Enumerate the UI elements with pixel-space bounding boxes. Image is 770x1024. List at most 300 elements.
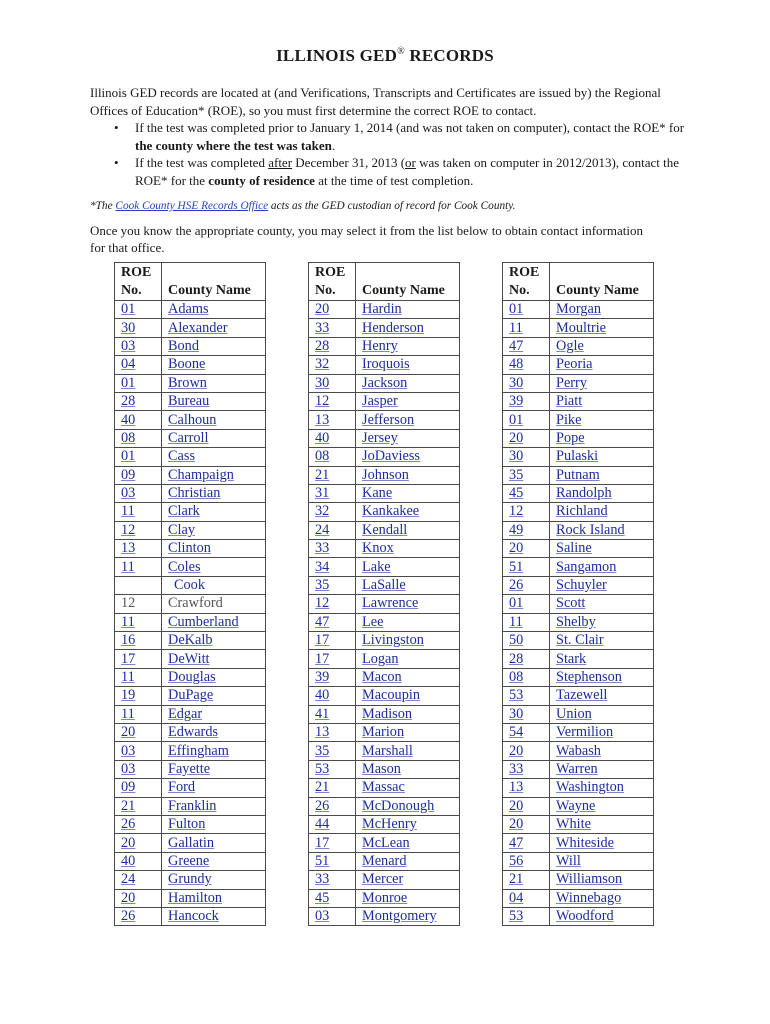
county-name-link[interactable]: Calhoun [168, 411, 217, 428]
table-row [503, 705, 654, 723]
county-name-cell [356, 521, 460, 539]
roe-number-link[interactable]: 30 [509, 448, 524, 465]
roe-number-link[interactable]: 12 [315, 393, 330, 410]
roe-number-link[interactable]: 20 [509, 816, 524, 833]
county-name-link[interactable]: Iroquois [362, 356, 410, 373]
roe-number-cell [115, 779, 162, 797]
county-name-link[interactable]: Clinton [168, 540, 211, 557]
county-name-link[interactable]: Douglas [168, 669, 216, 685]
county-name-header: County Name [356, 263, 460, 301]
roe-number-link[interactable]: 20 [121, 889, 136, 906]
roe-number-link[interactable]: 03 [121, 485, 136, 502]
county-name-link[interactable]: Henry [362, 337, 398, 354]
roe-number-link[interactable]: 09 [121, 466, 136, 483]
county-name-link[interactable]: Jasper [362, 393, 398, 410]
roe-number-link[interactable]: 08 [509, 669, 524, 685]
roe-number-cell [115, 429, 162, 447]
table-row [115, 595, 266, 613]
county-name-link[interactable]: Marion [362, 724, 405, 741]
roe-number-link[interactable]: 32 [315, 503, 330, 520]
roe-number-cell [309, 668, 356, 686]
roe-number-cell [115, 301, 162, 319]
roe-number-link[interactable]: 51 [315, 852, 330, 869]
roe-number-link[interactable]: 13 [315, 724, 330, 741]
county-name-cell [550, 705, 654, 723]
roe-number-link[interactable]: 35 [315, 742, 330, 759]
roe-number-link[interactable]: 53 [315, 760, 330, 777]
roe-number-link[interactable]: 20 [509, 540, 524, 557]
roe-number-link[interactable]: 28 [121, 393, 136, 410]
county-name-link[interactable]: Tazewell [556, 687, 608, 704]
roe-number-link[interactable]: 01 [509, 301, 524, 318]
table-row [309, 301, 460, 319]
table-row [503, 484, 654, 502]
roe-number-link[interactable]: 11 [509, 319, 523, 336]
county-name-cell [550, 356, 654, 374]
roe-number-cell [309, 540, 356, 558]
county-name-cell [550, 576, 654, 594]
roe-number-cell [503, 760, 550, 778]
county-name-link[interactable]: Wabash [556, 742, 601, 759]
county-name-link[interactable]: Marshall [362, 742, 413, 759]
county-name-link[interactable]: Piatt [556, 393, 583, 410]
table-row [115, 834, 266, 852]
roe-number-link[interactable]: 26 [121, 908, 136, 925]
roe-number-cell [503, 521, 550, 539]
roe-number-link[interactable]: 01 [121, 448, 136, 465]
county-name-link[interactable]: Greene [168, 852, 210, 869]
roe-number-link[interactable]: 01 [121, 301, 136, 318]
county-name-cell [550, 779, 654, 797]
roe-number-cell [503, 374, 550, 392]
county-name-link[interactable]: Massac [362, 779, 405, 796]
roe-number-link[interactable]: 33 [315, 871, 330, 888]
county-name-link[interactable]: Stephenson [556, 669, 622, 685]
roe-number-link[interactable]: 17 [315, 650, 330, 667]
county-name-link[interactable]: Washington [556, 779, 624, 796]
roe-number-link[interactable]: 16 [121, 632, 136, 649]
county-name-link[interactable]: Winnebago [556, 889, 622, 906]
roe-number-link[interactable]: 30 [315, 374, 330, 391]
county-name-cell [550, 687, 654, 705]
county-name-cell [356, 815, 460, 833]
county-name-link[interactable]: Macoupin [362, 687, 420, 704]
table-row [115, 650, 266, 668]
county-name-link[interactable]: Gallatin [168, 834, 215, 851]
county-name-cell [550, 889, 654, 907]
roe-number-link[interactable]: 35 [315, 577, 330, 594]
roe-number-cell [309, 797, 356, 815]
county-name-link[interactable]: Kendall [362, 521, 408, 538]
county-name-link[interactable]: Knox [362, 540, 394, 557]
roe-number-link[interactable]: 11 [121, 613, 135, 630]
county-name-link[interactable]: Lee [362, 613, 384, 630]
table-row [309, 319, 460, 337]
roe-number-cell [115, 705, 162, 723]
roe-number-link[interactable]: 33 [509, 760, 524, 777]
roe-number-link[interactable]: 11 [121, 503, 135, 520]
county-name-cell [550, 668, 654, 686]
county-name-cell [162, 521, 266, 539]
county-name-link[interactable]: McHenry [362, 816, 417, 833]
roe-number-link[interactable]: 21 [509, 871, 524, 888]
county-name-link[interactable]: Champaign [168, 466, 234, 483]
county-name-link[interactable]: Morgan [556, 301, 602, 318]
roe-number-link[interactable]: 20 [121, 834, 136, 851]
county-name-link[interactable]: Lawrence [362, 595, 419, 612]
roe-number-link[interactable]: 32 [315, 356, 330, 373]
county-name-link[interactable]: Putnam [556, 466, 600, 483]
table-row [503, 723, 654, 741]
county-name-link[interactable]: Jersey [362, 429, 398, 446]
county-name-cell [162, 668, 266, 686]
roe-number-link[interactable]: 13 [315, 411, 330, 428]
roe-number-link[interactable]: 08 [121, 429, 136, 446]
county-name-cell [550, 595, 654, 613]
county-name-link[interactable]: Montgomery [362, 908, 437, 925]
county-name-link[interactable]: Johnson [362, 466, 409, 483]
county-name-link[interactable]: Mercer [362, 871, 404, 888]
roe-number-link[interactable]: 24 [315, 521, 330, 538]
roe-number-link[interactable]: 33 [315, 319, 330, 336]
county-name-link[interactable]: Logan [362, 650, 399, 667]
county-name-cell [162, 448, 266, 466]
county-name-link[interactable]: Edgar [168, 705, 203, 722]
roe-number-cell [503, 301, 550, 319]
roe-number-link[interactable]: 03 [121, 337, 136, 354]
roe-number-link[interactable]: 50 [509, 632, 524, 649]
roe-number-cell [503, 411, 550, 429]
roe-number-link[interactable]: 04 [121, 356, 136, 373]
county-name-cell [162, 889, 266, 907]
roe-number-link[interactable]: 53 [509, 687, 524, 704]
county-name-link[interactable]: DeWitt [168, 650, 210, 667]
table-header-row [309, 263, 460, 301]
county-name-link[interactable]: Schuyler [556, 577, 607, 594]
roe-number-cell [309, 319, 356, 337]
county-name-cell [550, 374, 654, 392]
roe-number-link[interactable]: 21 [121, 797, 136, 814]
county-table-2 [308, 262, 460, 926]
roe-number-cell [115, 723, 162, 741]
county-name-link[interactable]: Woodford [556, 908, 614, 925]
roe-number-link[interactable]: 04 [509, 889, 524, 906]
county-name-link[interactable]: Kane [362, 485, 393, 502]
county-name-link[interactable]: Peoria [556, 356, 593, 373]
roe-number-link[interactable]: 20 [509, 429, 524, 446]
county-name-link[interactable]: Bond [168, 337, 199, 354]
roe-number-link[interactable]: 40 [315, 687, 330, 704]
roe-number-cell [115, 632, 162, 650]
county-name-link[interactable]: Livingston [362, 632, 424, 649]
instruction-list [90, 119, 690, 189]
roe-number-link[interactable]: 40 [315, 429, 330, 446]
county-name-link[interactable]: Adams [168, 301, 209, 318]
county-name-link[interactable]: Cass [168, 448, 196, 465]
table-row [309, 392, 460, 410]
county-name-cell [162, 650, 266, 668]
county-name-link[interactable]: Cumberland [168, 613, 239, 630]
county-name-link[interactable]: Hancock [168, 908, 219, 925]
county-name-cell [162, 815, 266, 833]
county-name-cell [550, 742, 654, 760]
roe-number-link[interactable]: 56 [509, 852, 524, 869]
county-name-link[interactable]: Brown [168, 374, 207, 391]
roe-number-link[interactable]: 11 [121, 705, 135, 722]
county-name-cell [162, 429, 266, 447]
table-row [115, 558, 266, 576]
roe-number-link[interactable]: 45 [315, 889, 330, 906]
roe-number-cell [115, 448, 162, 466]
roe-number-link[interactable]: 47 [509, 834, 524, 851]
county-name-cell [162, 852, 266, 870]
roe-number-link[interactable]: 35 [509, 466, 524, 483]
county-name-link[interactable]: JoDaviess [362, 448, 420, 465]
table-row [309, 705, 460, 723]
roe-number-link[interactable]: 47 [315, 613, 330, 630]
county-name-link[interactable]: Pulaski [556, 448, 599, 465]
roe-number-link[interactable]: 03 [121, 742, 136, 759]
county-name-link[interactable]: Henderson [362, 319, 424, 336]
county-name-link[interactable]: Grundy [168, 871, 212, 888]
county-name-link[interactable]: Cook [174, 577, 205, 594]
roe-number-link[interactable]: 53 [509, 908, 524, 925]
roe-number-link[interactable]: 11 [121, 669, 135, 685]
county-name-link[interactable]: Edwards [168, 724, 219, 741]
county-name-link[interactable]: White [556, 816, 591, 833]
roe-number-link[interactable]: 28 [315, 337, 330, 354]
county-name-cell [162, 705, 266, 723]
county-name-cell [356, 356, 460, 374]
roe-number-link[interactable]: 40 [121, 411, 136, 428]
table-row [309, 337, 460, 355]
county-name-link[interactable]: Rock Island [556, 521, 625, 538]
county-name-link[interactable]: Saline [556, 540, 592, 557]
county-name-link[interactable]: Coles [168, 558, 201, 575]
roe-number-link[interactable]: 20 [509, 742, 524, 759]
table-row [309, 356, 460, 374]
county-name-link[interactable]: Union [556, 705, 592, 722]
roe-number-cell [503, 687, 550, 705]
county-name-link[interactable]: Monroe [362, 889, 408, 906]
roe-number-cell [503, 448, 550, 466]
bullet-item-before-2014: • If the test was completed prior to January 1, 2014 (and was not taken on computer), contact the ROE* for the county where the test was taken. [114, 120, 685, 153]
table-header-row [503, 263, 654, 301]
county-name-link[interactable]: St. Clair [556, 632, 604, 649]
roe-number-cell [309, 760, 356, 778]
county-name-cell [162, 466, 266, 484]
county-name-cell [162, 319, 266, 337]
roe-number-link[interactable]: 26 [509, 577, 524, 594]
roe-number-cell [115, 411, 162, 429]
county-name-cell [162, 484, 266, 502]
roe-number-cell [309, 907, 356, 925]
roe-number-link[interactable]: 54 [509, 724, 524, 741]
county-name-link[interactable]: Sangamon [556, 558, 617, 575]
county-name-link[interactable]: Hamilton [168, 889, 223, 906]
county-name-link[interactable]: Jackson [362, 374, 408, 391]
county-name-link[interactable]: Williamson [556, 871, 623, 888]
roe-number-link[interactable]: 13 [509, 779, 524, 796]
roe-number-cell [309, 779, 356, 797]
roe-number-link[interactable]: 34 [315, 558, 330, 575]
roe-number-link[interactable]: 17 [315, 632, 330, 649]
county-name-link[interactable]: Christian [168, 485, 221, 502]
table-row [503, 595, 654, 613]
roe-number-link[interactable]: 26 [315, 797, 330, 814]
roe-number-link[interactable]: 20 [121, 724, 136, 741]
roe-number-link[interactable]: 11 [509, 613, 523, 630]
roe-number-link[interactable]: 30 [121, 319, 136, 336]
roe-number-cell [503, 558, 550, 576]
roe-number-link[interactable]: 09 [121, 779, 136, 796]
county-name-link[interactable]: McDonough [362, 797, 435, 814]
roe-number-cell [309, 576, 356, 594]
county-name-cell [356, 779, 460, 797]
county-name-link[interactable]: Lake [362, 558, 391, 575]
table-row [309, 797, 460, 815]
roe-number-link[interactable]: 12 [121, 521, 136, 538]
roe-number-link[interactable]: 21 [315, 466, 330, 483]
roe-number-link[interactable]: 51 [509, 558, 524, 575]
county-name-link[interactable]: Ford [168, 779, 196, 796]
roe-number-link[interactable]: 41 [315, 705, 330, 722]
table-row [115, 301, 266, 319]
county-name-link[interactable]: Bureau [168, 393, 210, 410]
roe-number-link[interactable]: 01 [121, 374, 136, 391]
roe-number-link[interactable]: 12 [315, 595, 330, 612]
county-name-cell [162, 392, 266, 410]
roe-number-cell [503, 797, 550, 815]
county-name-link[interactable]: Randolph [556, 485, 612, 502]
county-name-link[interactable]: Carroll [168, 429, 209, 446]
roe-number-link[interactable]: 45 [509, 485, 524, 502]
county-name-link[interactable]: Madison [362, 705, 413, 722]
roe-number-cell [503, 723, 550, 741]
roe-number-link[interactable]: 30 [509, 705, 524, 722]
county-name-cell [162, 834, 266, 852]
roe-number-link[interactable]: 19 [121, 687, 136, 704]
roe-number-cell [115, 687, 162, 705]
county-name-cell [356, 448, 460, 466]
roe-number-cell [309, 871, 356, 889]
roe-number-cell [503, 356, 550, 374]
county-name-link[interactable]: Warren [556, 760, 598, 777]
county-name-cell [356, 576, 460, 594]
county-name-link[interactable]: Mason [362, 760, 401, 777]
roe-number-link[interactable]: 33 [315, 540, 330, 557]
roe-number-link[interactable]: 08 [315, 448, 330, 465]
county-name-link[interactable]: Macon [362, 669, 402, 685]
county-name-link[interactable]: Vermilion [556, 724, 614, 741]
registered-mark: ® [397, 46, 405, 57]
county-name-link[interactable]: Hardin [362, 301, 402, 318]
county-name-link[interactable]: McLean [362, 834, 410, 851]
roe-number-link[interactable]: 03 [121, 760, 136, 777]
county-name-link[interactable]: Wayne [556, 797, 596, 814]
county-name-link[interactable]: Whiteside [556, 834, 614, 851]
table-row [309, 576, 460, 594]
roe-number-link[interactable]: 03 [315, 908, 330, 925]
county-name-cell [356, 834, 460, 852]
roe-number-link[interactable]: 44 [315, 816, 330, 833]
roe-number-cell [503, 889, 550, 907]
roe-number-link[interactable]: 24 [121, 871, 136, 888]
roe-number-cell [503, 319, 550, 337]
roe-number-link[interactable]: 39 [315, 669, 330, 685]
roe-number-link[interactable]: 40 [121, 852, 136, 869]
county-name-link[interactable]: Richland [556, 503, 608, 520]
roe-number-link[interactable]: 17 [121, 650, 136, 667]
county-name-link[interactable]: Shelby [556, 613, 596, 630]
county-name-cell [162, 540, 266, 558]
table-row [503, 797, 654, 815]
county-name-link[interactable]: Menard [362, 852, 407, 869]
roe-number-link[interactable]: 20 [509, 797, 524, 814]
roe-number-link[interactable]: 20 [315, 301, 330, 318]
county-name-link[interactable]: Ogle [556, 337, 584, 354]
cook-county-hse-link[interactable]: Cook County HSE Records Office [115, 200, 269, 212]
county-name-link[interactable]: Alexander [168, 319, 228, 336]
roe-number-link[interactable]: 17 [315, 834, 330, 851]
county-name-link[interactable]: Perry [556, 374, 587, 391]
table-row [503, 815, 654, 833]
roe-number-link[interactable]: 13 [121, 540, 136, 557]
roe-number-link[interactable]: 26 [121, 816, 136, 833]
roe-number-link[interactable]: 28 [509, 650, 524, 667]
roe-number-link[interactable]: 11 [121, 558, 135, 575]
roe-number-link[interactable]: 48 [509, 356, 524, 373]
county-name-link[interactable]: Stark [556, 650, 587, 667]
roe-number-link[interactable]: 30 [509, 374, 524, 391]
intro-paragraph: Illinois GED records are located at (and Verifications, Transcripts and Certificates are issued by) the Regional Offices of Education* (ROE), so you must first determine the correct ROE to contact. [90, 85, 661, 118]
county-table-3 [502, 262, 654, 926]
county-name-link[interactable]: Scott [556, 595, 586, 612]
county-name-link[interactable]: Effingham [168, 742, 229, 759]
county-name-link[interactable]: LaSalle [362, 577, 406, 594]
county-name-link[interactable]: Will [556, 852, 581, 869]
county-name-link[interactable]: Boone [168, 356, 206, 373]
county-name-link[interactable]: Kankakee [362, 503, 420, 520]
table-row [309, 595, 460, 613]
county-name-link[interactable]: Clark [168, 503, 200, 520]
roe-number-link[interactable]: 01 [509, 411, 524, 428]
county-name-link[interactable]: Pope [556, 429, 585, 446]
roe-number-header: ROE No. [309, 263, 356, 301]
table-row [115, 889, 266, 907]
county-name-link[interactable]: Clay [168, 521, 196, 538]
roe-number-link[interactable]: 49 [509, 521, 524, 538]
county-name-link[interactable]: Jefferson [362, 411, 415, 428]
roe-number-link[interactable]: 01 [509, 595, 524, 612]
roe-number-cell [503, 484, 550, 502]
roe-number-link[interactable]: 47 [509, 337, 524, 354]
county-name-link[interactable]: Fulton [168, 816, 206, 833]
county-name-link[interactable]: Pike [556, 411, 582, 428]
county-name-link[interactable]: Moultrie [556, 319, 607, 336]
county-name-link[interactable]: DuPage [168, 687, 214, 704]
table-row [503, 576, 654, 594]
county-name-link[interactable]: Franklin [168, 797, 217, 814]
roe-number-link[interactable]: 39 [509, 393, 524, 410]
table-row [503, 521, 654, 539]
table-row [503, 356, 654, 374]
county-name-link[interactable]: DeKalb [168, 632, 213, 649]
roe-number-link[interactable]: 31 [315, 485, 330, 502]
roe-number-link[interactable]: 12 [509, 503, 524, 520]
county-name-link[interactable]: Fayette [168, 760, 211, 777]
roe-number-link[interactable]: 21 [315, 779, 330, 796]
